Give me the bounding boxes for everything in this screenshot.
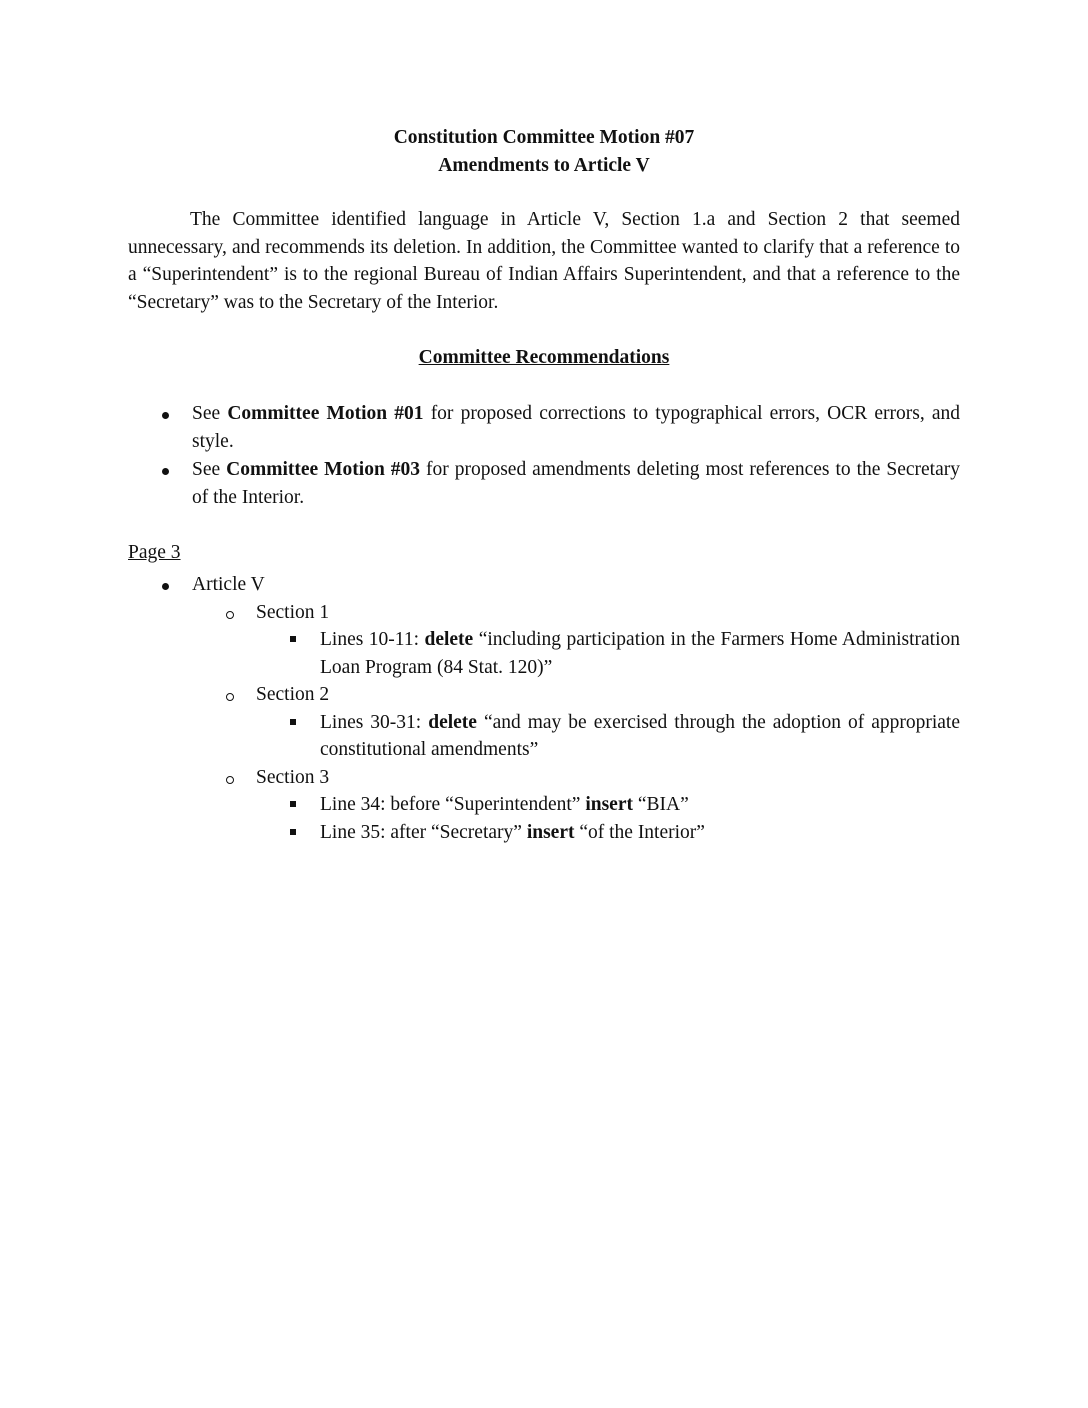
recommendation-prefix: See [192,403,228,424]
amendment-text: “and may be exercised through the adoption of appropriate constitutional amendments” [320,711,961,760]
amendment-item [128,709,960,764]
recommendation-text: for proposed amendments deleting most references to the Secretary of the Interior. [192,459,960,508]
bullet-disc-icon [162,468,169,475]
bullet-square-icon [290,719,296,725]
recommendations-heading: Committee Recommendations [418,347,670,368]
recommendations-list [128,400,960,511]
amendment-line-ref: Lines 10-11: [320,629,425,650]
bullet-square-icon [290,829,296,835]
intro-paragraph: The Committee identified language in Article V, Section 1.a and Section 2 that seemed unnecessary, and recommends its deletion. In addition, the Committee wanted to clarify that a reference to a “Superintendent” is to the regional Bureau of Indian Affairs Superintendent, and that a reference to the “Secretary” was to the Secretary of the Interior. [128,209,960,313]
recommendation-prefix: See [192,459,227,480]
document-title: Constitution Committee Motion #07 [393,127,695,148]
amendment-action: insert [526,821,575,843]
bullet-circle-icon [226,693,234,701]
bullet-square-icon [290,801,296,807]
document-subtitle: Amendments to Article V [438,155,650,176]
section-label: Section 3 [256,766,330,788]
section-item [128,599,960,627]
amendment-line-ref: Line 34: before “Superintendent” [320,794,586,815]
bullet-circle-icon [226,611,234,619]
recommendation-text: for proposed corrections to typographical errors, OCR errors, and style. [192,403,961,452]
recommendation-item [128,400,960,455]
recommendation-item [128,456,960,511]
amendment-line-ref: Lines 30-31: [320,711,429,733]
document-page [128,124,960,846]
amendment-text: “of the Interior” [574,821,705,843]
amendment-item [128,819,960,847]
section-label: Section 2 [256,684,330,705]
article-item [128,571,960,599]
section-item [128,764,960,792]
motion-reference: Committee Motion #03 [226,459,421,480]
bullet-disc-icon [162,583,169,590]
motion-reference: Committee Motion #01 [227,403,424,424]
amendment-action: delete [428,711,477,733]
amendment-item [128,791,960,819]
amendments-outline [128,571,960,846]
amendment-item [128,626,960,681]
amendment-text: “BIA” [632,794,689,815]
bullet-square-icon [290,636,296,642]
bullet-disc-icon [162,412,169,419]
amendment-action: delete [424,629,474,650]
article-label: Article V [192,574,265,595]
amendment-text: “including participation in the Farmers Home Administration Loan Program (84 Stat. 120)” [320,629,961,678]
section-item [128,681,960,709]
amendment-action: insert [585,794,633,815]
bullet-circle-icon [226,776,234,784]
amendment-line-ref: Line 35: after “Secretary” [320,821,527,843]
section-label: Section 1 [256,601,330,623]
page-label: Page 3 [128,542,181,563]
